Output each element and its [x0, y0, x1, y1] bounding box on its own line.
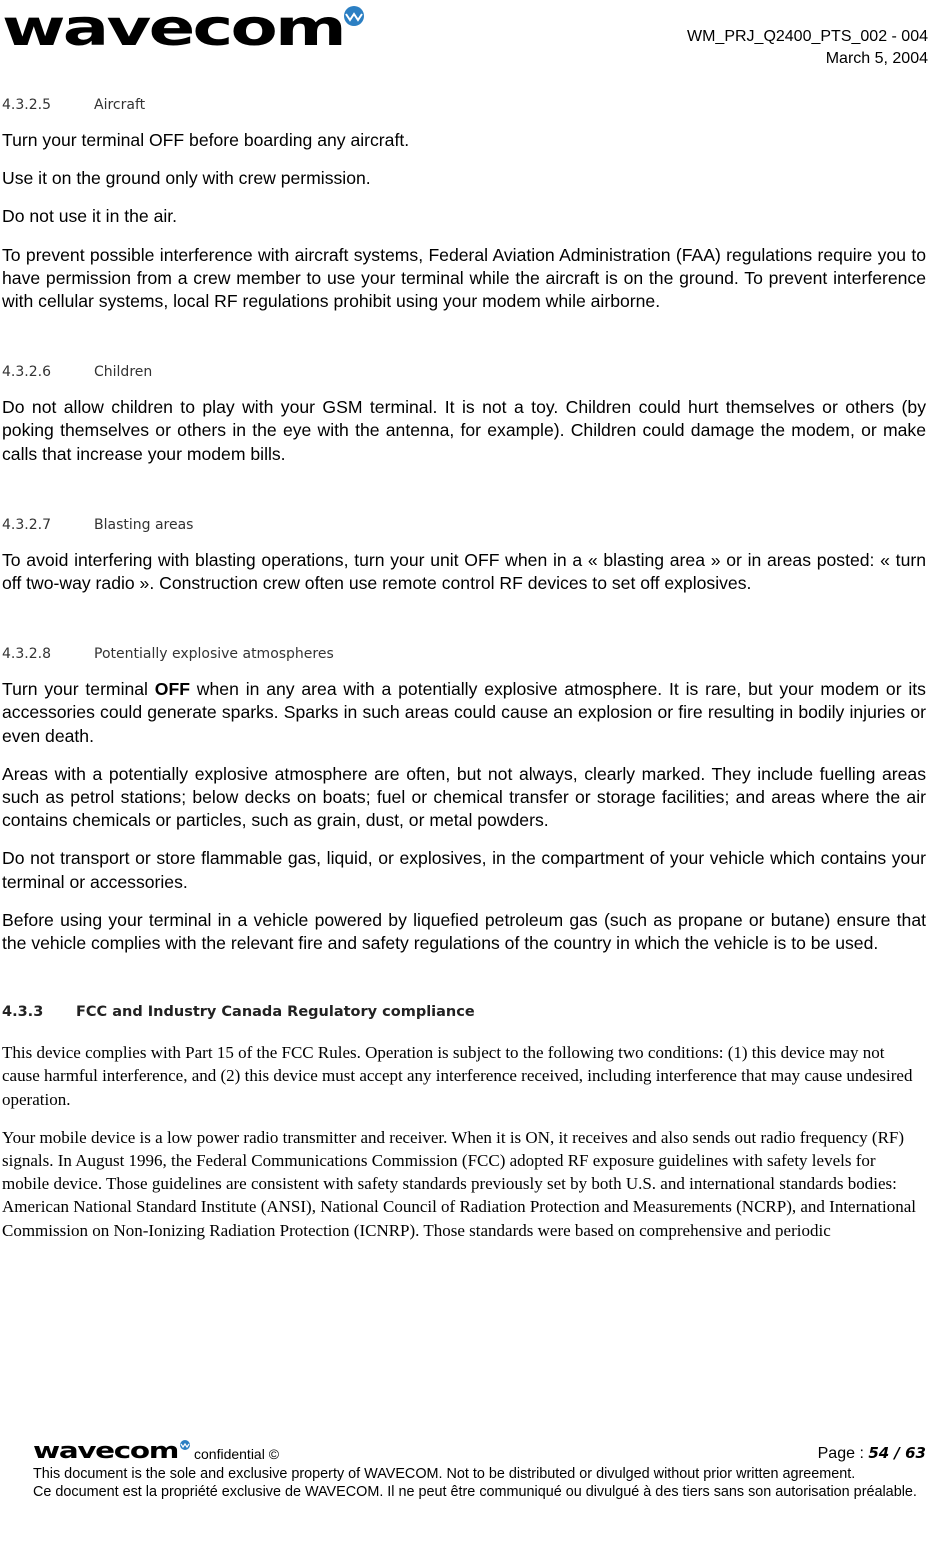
- paragraph: This device complies with Part 15 of the FCC Rules. Operation is subject to the following two conditions: (1) this device may not cause harmful interference, and (2) this device must accept any interference received, including interference that may cause undesired operation.: [2, 1043, 913, 1109]
- section-heading-blasting-areas: [2, 514, 926, 536]
- section-title: FCC and Industry Canada Regulatory compliance: [76, 1004, 475, 1021]
- wavecom-logo: [2, 4, 372, 52]
- paragraph: Areas with a potentially explosive atmosphere are often, but not always, clearly marked. They include fuelling areas such as petrol stations; below decks on boats; fuel or chemical transfer or storage facilities; and areas where the air contains chemicals or particles, such as grain, dust, or metal powders.: [2, 763, 926, 831]
- wavecom-footer-logo: [33, 1439, 191, 1461]
- legal-notice-french: Ce document est la propriété exclusive de WAVECOM. Il ne peut être communiqué ou divulgué à des tiers sans son autorisation préalable.: [33, 1483, 917, 1500]
- section-title: Children: [94, 364, 153, 381]
- legal-notice-english: This document is the sole and exclusive property of WAVECOM. Not to be distributed or divulged without prior written agreement.: [33, 1466, 856, 1482]
- section-title: Potentially explosive atmospheres: [94, 646, 334, 663]
- document-date: March 5, 2004: [825, 50, 928, 67]
- section-number: 4.3.2.7: [2, 516, 51, 533]
- footer-logo-wordmark: wavecom: [33, 1439, 179, 1461]
- page-footer: [0, 1436, 930, 1546]
- paragraph: Use it on the ground only with crew permission.: [2, 168, 371, 189]
- page-header: [0, 0, 930, 80]
- logo-wordmark: wavecom: [2, 4, 344, 52]
- section-heading-explosive-atmospheres: [2, 643, 926, 665]
- paragraph: Do not allow children to play with your GSM terminal. It is not a toy. Children could hurt themselves or others (by poking themselves or others in the eye with the antenna, for example). Children could damage the modem, or make calls that increase your modem bills.: [2, 397, 926, 464]
- document-id: WM_PRJ_Q2400_PTS_002 - 004: [686, 28, 928, 45]
- paragraph: To prevent possible interference with aircraft systems, Federal Aviation Administration (FAA) regulations require you to have permission from a crew member to use your terminal while the aircraft is on the ground. To prevent interference with cellular systems, local RF regulations prohibit using your modem while airborne.: [2, 244, 926, 312]
- section-heading-children: [2, 361, 926, 383]
- page-number: 54 / 63: [868, 1444, 926, 1462]
- page-indicator: Page : 54 / 63: [817, 1444, 926, 1462]
- paragraph: Turn your terminal OFF before boarding any aircraft.: [2, 130, 410, 150]
- legal-notice: [33, 1466, 923, 1501]
- section-number: 4.3.2.6: [2, 364, 51, 381]
- section-title: Blasting areas: [94, 516, 194, 533]
- paragraph: To avoid interfering with blasting operations, turn your unit OFF when in a « blasting area » or in areas posted: « turn off two-way radio ». Construction crew often use remote control RF devices to set off explosives.: [2, 549, 926, 594]
- section-title: Aircraft: [94, 97, 146, 113]
- section-heading-fcc-compliance: [2, 1001, 926, 1023]
- paragraph: Your mobile device is a low power radio transmitter and receiver. When it is ON, it receives and also sends out radio frequency (RF) signals. In August 1996, the Federal Communications Commission (FCC) adopted RF exposure guidelines with safety levels for mobile device. Those guidelines are consistent with safety standards previously set by both U.S. and international standards bodies: American National Standard Institute (ANSI), National Council of Radiation Protection and Measurements (NCRP), and International Commission on Non-Ionizing Radiation Protection (ICNRP). Those standards were based on comprehensive and periodic: [2, 1127, 917, 1240]
- section-number: 4.3.3: [2, 1004, 44, 1021]
- paragraph: Before using your terminal in a vehicle powered by liquefied petroleum gas (such as propane or butane) ensure that the vehicle complies with the relevant fire and safety regulations of the country in which the vehicle is to be used.: [2, 909, 926, 954]
- section-number: 4.3.2.5: [2, 97, 51, 113]
- paragraph: Turn your terminal OFF when in any area with a potentially explosive atmosphere. It is rare, but your modem or its accessories could generate sparks. Sparks in such areas could cause an explosion or fire resulting in bodily injuries or even death.: [2, 679, 926, 746]
- confidential-label: confidential ©: [194, 1446, 280, 1462]
- page-content: [2, 94, 926, 1242]
- section-heading-aircraft: [2, 94, 926, 116]
- document-reference: [687, 26, 928, 70]
- section-number: 4.3.2.8: [2, 646, 51, 663]
- paragraph: Do not transport or store flammable gas, liquid, or explosives, in the compartment of your vehicle which contains your terminal or accessories.: [2, 848, 926, 892]
- paragraph: Do not use it in the air.: [2, 206, 178, 227]
- emphasis-off: OFF: [154, 679, 190, 700]
